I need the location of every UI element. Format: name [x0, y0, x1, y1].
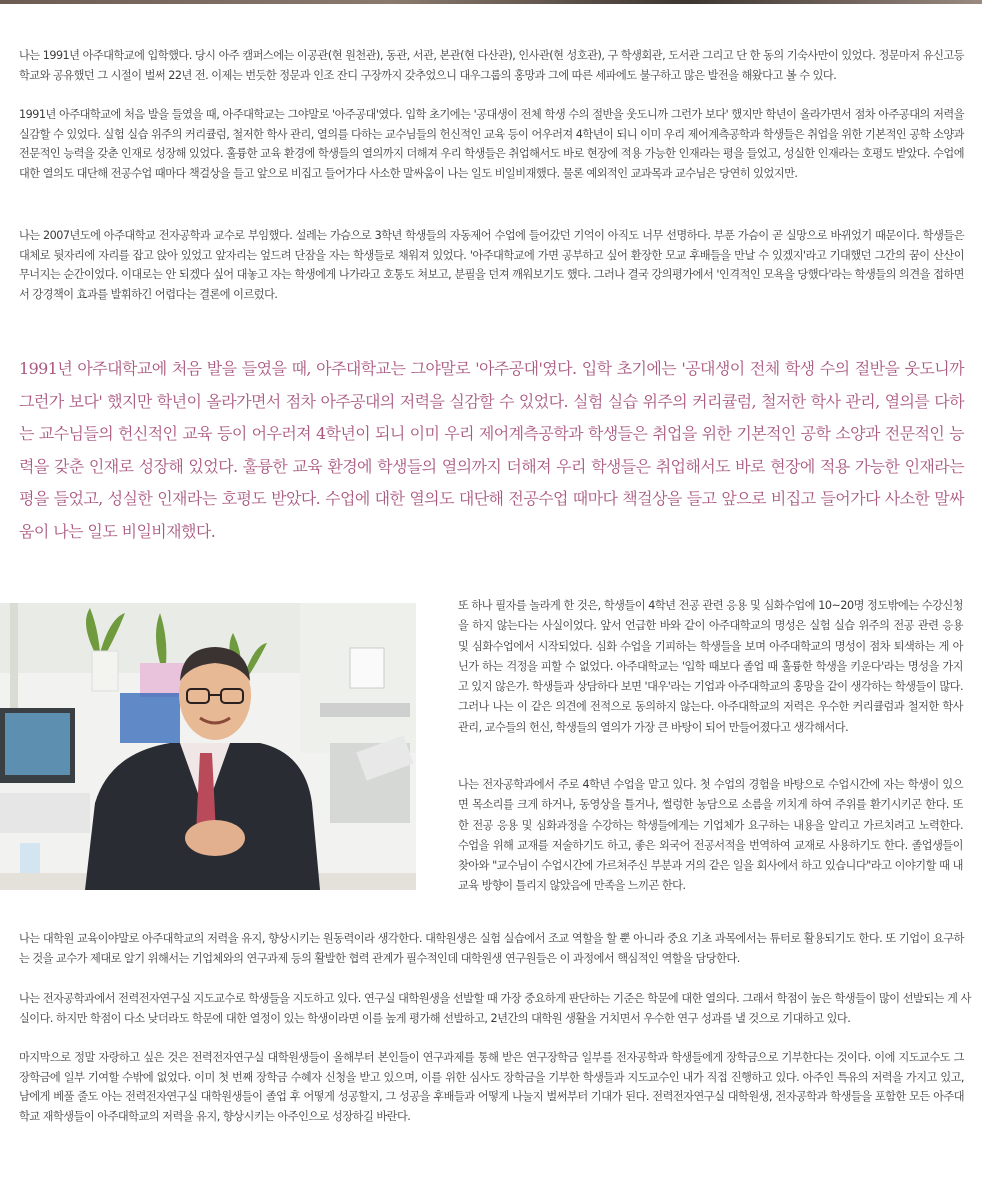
paragraph-professor-start: 나는 2007년도에 아주대학교 전자공학과 교수로 부임했다. 설레는 가슴으로 3학년 학생들의 자동제어 수업에 들어갔던 기억이 아직도 너무 선명하다. 부푼 가슴이 곧 실망으로 바뀌었기 때문이다. 학생들은 대체로 뒷자리에 자리를 잡고 앉아 있었고 앞자리는 엎드려 단잠을 자는 학생들로 채워져 있었다. '아주대학교에 가면 공부하고 싶어 환장한 모교 후배들을 만날 수 있겠지'라고 기대했던 그간의 꿈이 산산이 무너지는 순간이었다. 이대로는 안 되겠다 싶어 대놓고 자는 학생에게 나가라고 호통도 쳐보고, 분필을 던져 깨워보기도 했다. 그러나 결국 강의평가에서 '인격적인 모욕을 당했다'라는 학생들의 의견을 접하면서 강경책이 효과를 발휘하긴 어렵다는 결론에 이르렀다.: [19, 229, 964, 301]
professor-portrait-photo: [0, 603, 416, 890]
header-image-strip: [0, 0, 982, 4]
paragraph-first-year: 1991년 아주대학교에 처음 발을 들였을 때, 아주대학교는 그야말로 '아주공대'였다. 입학 초기에는 '공대생이 전체 학생 수의 절반을 웃도니까 그런가 보다' 했지만 학년이 올라가면서 점차 아주공대의 저력을 실감할 수 있었다. 실험 실습 위주의 커리큘럼, 철저한 학사 관리, 열의를 다하는 교수님들의 헌신적인 교육 등이 어우러져 4학년이 되니 이미 우리 제어계측공학과 학생들은 취업을 위한 기본적인 공학 소양과 전문적인 능력을 갖춘 인재로 성장해 있었다. 훌륭한 교육 환경에 학생들의 열의까지 더해져 우리 학생들은 취업해서도 바로 현장에 적용 가능한 인재라는 평을 들었고, 성실한 인재라는 호평도 받았다. 수업에 대한 열의도 대단해 전공수업 때마다 책걸상을 들고 앞으로 비집고 들어가다 사소한 말싸움이 나는 일도 비일비재했다. 물론 예외적인 교과목과 교수님은 당연히 있었지만.: [19, 108, 964, 180]
pull-quote: 1991년 아주대학교에 처음 발을 들였을 때, 아주대학교는 그야말로 '아주공대'였다. 입학 초기에는 '공대생이 전체 학생 수의 절반을 웃도니까 그런가 보다' 했지만 학년이 올라가면서 점차 아주공대의 저력을 실감할 수 있었다. 실험 실습 위주의 커리큘럼, 철저한 학사 관리, 열의를 다하는 교수님들의 헌신적인 교육 등이 어우러져 4학년이 되니 이미 우리 제어계측공학과 학생들은 취업을 위한 기본적인 공학 소양과 전문적인 능력을 갖춘 인재로 성장해 있었다. 훌륭한 교육 환경에 학생들의 열의까지 더해져 우리 학생들은 취업해서도 바로 현장에 적용 가능한 인재라는 평을 들었고, 성실한 인재라는 호평도 받았다. 수업에 대한 열의도 대단해 전공수업 때마다 책걸상을 들고 앞으로 비집고 들어가다 사소한 말싸움이 나는 일도 비일비재했다.: [19, 359, 964, 541]
paragraph-lab-selection: 나는 전자공학과에서 전력전자연구실 지도교수로 학생들을 지도하고 있다. 연구실 대학원생을 선발할 때 가장 중요하게 판단하는 기준은 학문에 대한 열의다. 그래서 학점이 높은 학생들이 많이 선발되는 게 사실이다. 하지만 학점이 다소 낮더라도 학문에 대한 열정이 있는 학생이라면 이를 높게 평가해 선발하고, 2년간의 대학원 생활을 거치면서 우수한 연구 성과를 낼 것으로 기대하고 있다.: [19, 992, 971, 1025]
paragraph-teaching: 나는 전자공학과에서 주로 4학년 수업을 맡고 있다. 첫 수업의 경험을 바탕으로 수업시간에 자는 학생이 있으면 목소리를 크게 하거나, 동영상을 틀거나, 썰렁한 농담으로 소름을 끼치게 하여 주위를 환기시키곤 한다. 또한 전공 응용 및 심화과정을 수강하는 학생들에게는 기업체가 요구하는 내용을 알리고 가르치려고 노력한다. 수업을 위해 교재를 저술하기도 하고, 좋은 외국어 전공서적을 번역하여 교재로 사용하기도 한다. 졸업생들이 찾아와 "교수님이 수업시간에 가르쳐주신 부분과 거의 같은 일을 회사에서 하고 있습니다"라고 이야기할 때 내 교육 방향이 틀리지 않았음에 만족을 느끼곤 한다.: [458, 778, 963, 893]
paragraph-scholarship: 마지막으로 정말 자랑하고 싶은 것은 전력전자연구실 대학원생들이 올해부터 본인들이 연구과제를 통해 받은 연구장학금 일부를 전자공학과 학생들에게 장학금으로 기부한다는 것이다. 이에 지도교수도 그 장학금에 일부 기여할 수밖에 없었다. 이미 첫 번째 장학금 수혜자 신청을 받고 있으며, 이를 위한 심사도 장학금을 기부한 학생들과 지도교수인 내가 직접 진행하고 있다. 아주인 특유의 저력을 가지고 있고, 남에게 베풀 줄도 아는 전력전자연구실 대학원생들이 졸업 후 어떻게 성공할지, 그 성공을 후배들과 어떻게 나눌지 벌써부터 기대가 된다. 전력전자연구실 대학원생, 전자공학과 학생들을 포함한 모든 아주대학교 재학생들이 아주대학교의 저력을 유지, 향상시키는 아주인으로 성장하길 바란다.: [19, 1051, 964, 1123]
paragraph-intro: 나는 1991년 아주대학교에 입학했다. 당시 아주 캠퍼스에는 이공관(현 원천관), 동관, 서관, 본관(현 다산관), 인사관(현 성호관), 구 학생회관, 도서관 그리고 단 한 동의 기숙사만이 있었다. 정문마저 유신고등학교와 공유했던 그 시절이 벌써 22년 전. 이제는 번듯한 정문과 인조 잔디 구장까지 갖추었으니 대우그룹의 홍망과 그에 따른 세파에도 불구하고 많은 발전을 해왔다고 볼 수 있다.: [19, 49, 964, 82]
paragraph-graduate-education: 나는 대학원 교육이야말로 아주대학교의 저력을 유지, 향상시키는 원동력이라 생각한다. 대학원생은 실험 실습에서 조교 역할을 할 뿐 아니라 중요 기초 과목에서는 튜터로 활용되기도 한다. 또 기업이 요구하는 것을 교수가 제대로 알기 위해서는 기업체와의 연구과제 등의 활발한 협력 관계가 필수적인데 대학원생 연구원들은 이 과정에서 핵심적인 역할을 담당한다.: [19, 932, 964, 965]
paragraph-advanced-courses: 또 하나 필자를 놀라게 한 것은, 학생들이 4학년 전공 관련 응용 및 심화수업에 10~20명 정도밖에는 수강신청을 하지 않는다는 사실이었다. 앞서 언급한 바와 같이 아주대학교의 명성은 실험 실습 위주의 전공 관련 응용 및 심화수업에서 시작되었다. 심화 수업을 기피하는 학생들을 보며 아주대학교의 명성이 점차 퇴색하는 게 아닌가 하는 걱정을 피할 수 없었다. 아주대학교는 '입학 때보다 졸업 때 훌륭한 학생을 키운다'라는 명성을 가지고 있지 않은가. 학생들과 상담하다 보면 '대우'라는 기업과 아주대학교의 홍망을 같이 생각하는 학생들이 많다. 그러나 나는 이 같은 의견에 전적으로 동의하지 않는다. 아주대학교의 저력은 우수한 커리큘럼과 철저한 학사 관리, 교수들의 헌신, 학생들의 열의가 가장 큰 바탕이 되어 만들어졌다고 생각해서다.: [458, 599, 963, 734]
